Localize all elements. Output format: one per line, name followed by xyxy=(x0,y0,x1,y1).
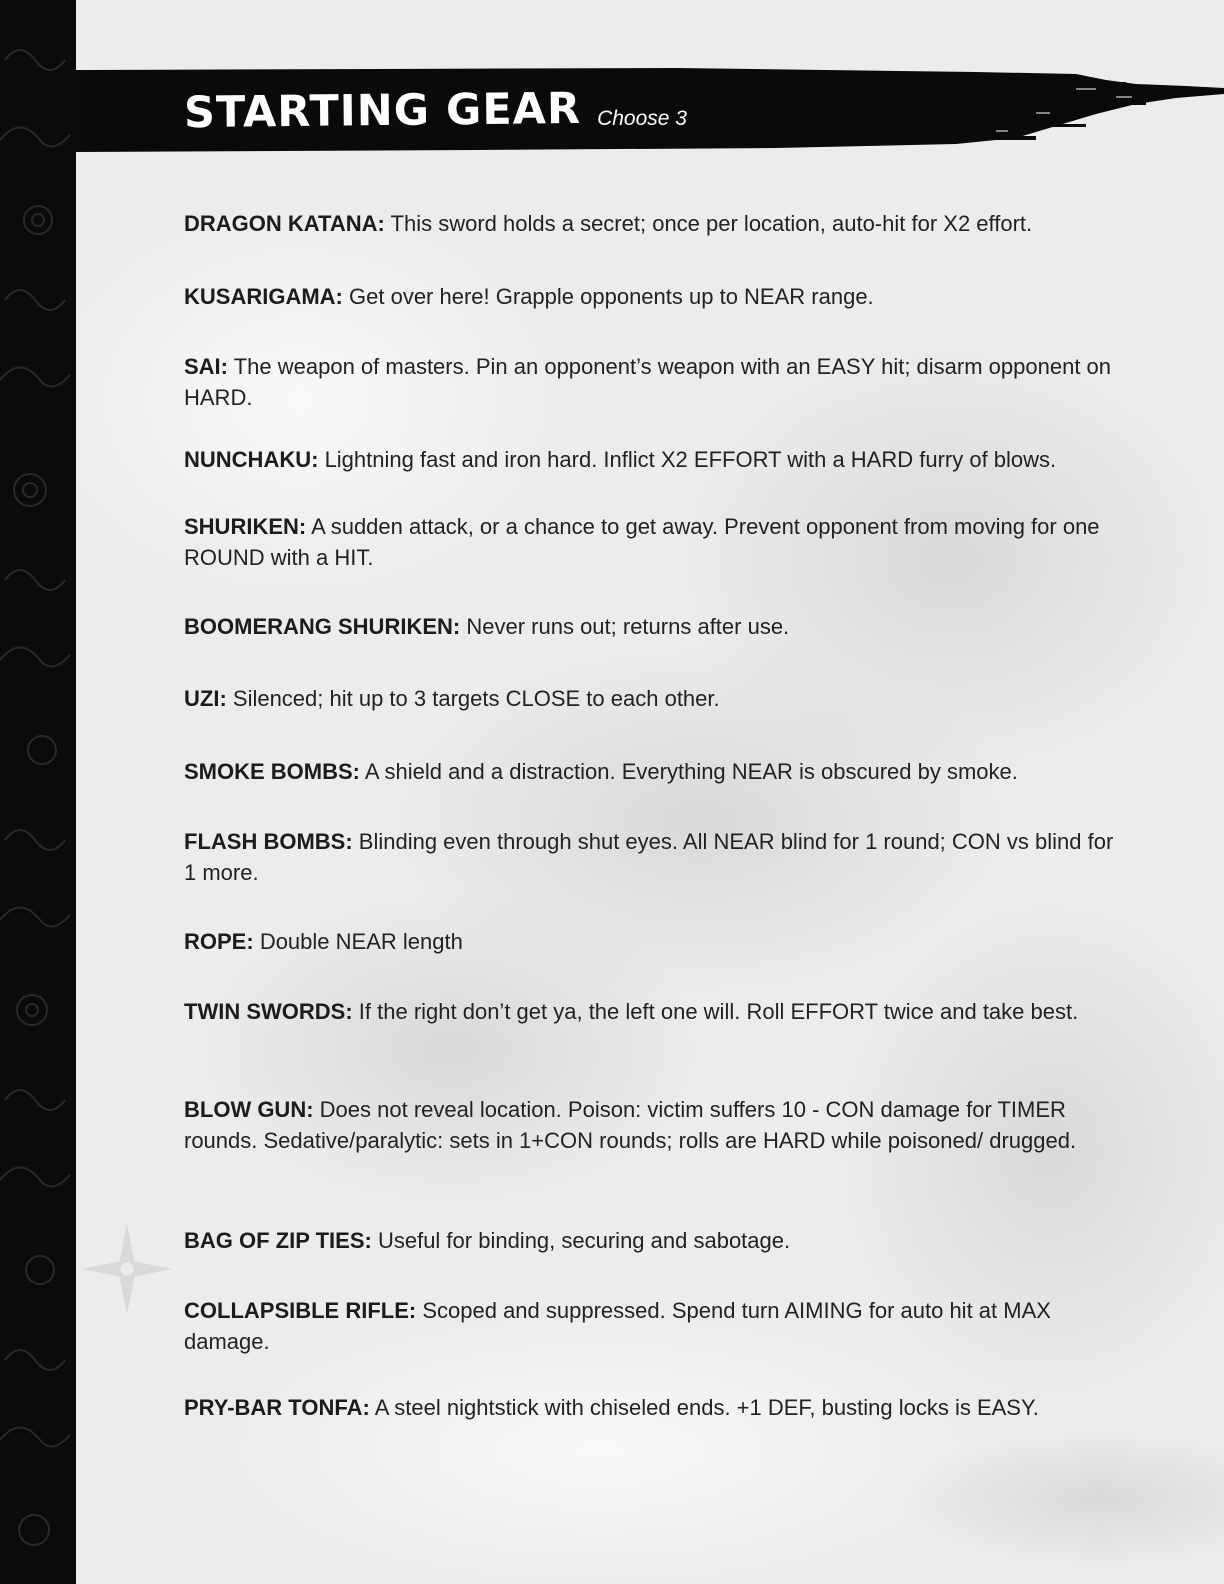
gear-name: COLLAPSIBLE RIFLE: xyxy=(184,1298,417,1323)
gear-description: A sudden attack, or a chance to get away. Prevent opponent from moving for one ROUND with a HIT. xyxy=(184,514,1100,570)
gear-name: PRY-BAR TONFA: xyxy=(184,1395,370,1420)
gear-name: KUSARIGAMA: xyxy=(184,284,343,309)
page-title: STARTING GEAR xyxy=(183,83,582,139)
gear-description: If the right don’t get ya, the left one will. Roll EFFORT twice and take best. xyxy=(358,999,1079,1024)
gear-item xyxy=(184,281,1124,312)
gear-item xyxy=(184,996,1124,1027)
gear-name: UZI: xyxy=(184,686,227,711)
gear-item xyxy=(184,208,1124,239)
page-subtitle: Choose 3 xyxy=(597,107,687,130)
gear-name: DRAGON KATANA: xyxy=(184,211,385,236)
gear-name: BLOW GUN: xyxy=(184,1097,314,1122)
gear-description: Blinding even through shut eyes. All NEAR blind for 1 round; CON vs blind for 1 more. xyxy=(184,829,1114,885)
left-decorative-band xyxy=(0,0,76,1584)
gear-description: Double NEAR length xyxy=(259,929,463,954)
gear-name: SAI: xyxy=(184,354,228,379)
gear-name: SMOKE BOMBS: xyxy=(184,759,360,784)
gear-item xyxy=(184,511,1124,573)
gear-item xyxy=(184,611,1124,642)
gear-item xyxy=(184,826,1124,888)
gear-description: Lightning fast and iron hard. Inflict X2 EFFORT with a HARD furry of blows. xyxy=(324,447,1057,472)
gear-name: SHURIKEN: xyxy=(184,514,307,539)
gear-item xyxy=(184,351,1124,413)
gear-item xyxy=(184,444,1124,475)
gear-item xyxy=(184,1295,1124,1357)
gear-description: A steel nightstick with chiseled ends. +1 DEF, busting locks is EASY. xyxy=(374,1395,1039,1420)
gear-item xyxy=(184,1225,1124,1256)
gear-item xyxy=(184,683,1124,714)
gear-name: TWIN SWORDS: xyxy=(184,999,353,1024)
gear-description: Never runs out; returns after use. xyxy=(466,614,790,639)
gear-description: Does not reveal location. Poison: victim suffers 10 - CON damage for TIMER rounds. Sedative/paralytic: sets in 1+CON rounds; rolls are HARD while poisoned/ drugged. xyxy=(184,1097,1077,1153)
gear-description: Useful for binding, securing and sabotage. xyxy=(377,1228,791,1253)
header-title-row xyxy=(183,83,687,139)
gear-name: NUNCHAKU: xyxy=(184,447,319,472)
gear-name: BAG OF ZIP TIES: xyxy=(184,1228,372,1253)
gear-description: Get over here! Grapple opponents up to NEAR range. xyxy=(349,284,874,309)
shuriken-icon xyxy=(80,1222,174,1316)
gear-item xyxy=(184,1094,1124,1156)
gear-name: ROPE: xyxy=(184,929,254,954)
gear-item xyxy=(184,926,1124,957)
gear-description: Silenced; hit up to 3 targets CLOSE to each other. xyxy=(232,686,720,711)
gear-name: FLASH BOMBS: xyxy=(184,829,353,854)
gear-item xyxy=(184,1392,1124,1423)
gear-description: A shield and a distraction. Everything NEAR is obscured by smoke. xyxy=(364,759,1018,784)
gear-description: Scoped and suppressed. Spend turn AIMING for auto hit at MAX damage. xyxy=(184,1298,1051,1354)
gear-name: BOOMERANG SHURIKEN: xyxy=(184,614,461,639)
gear-item xyxy=(184,756,1124,787)
gear-description: The weapon of masters. Pin an opponent’s weapon with an EASY hit; disarm opponent on HARD. xyxy=(184,354,1112,410)
gear-description: This sword holds a secret; once per location, auto-hit for X2 effort. xyxy=(390,211,1033,236)
